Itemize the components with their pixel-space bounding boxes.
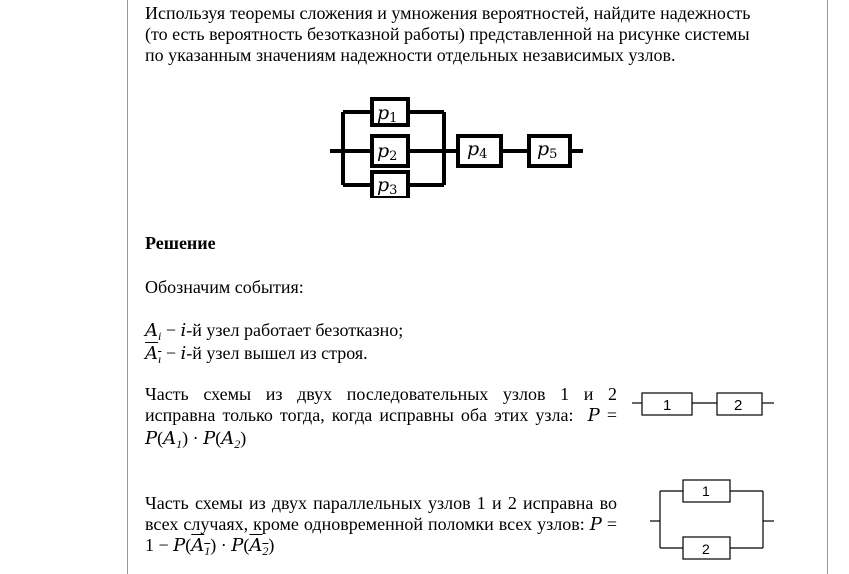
- series-node-2-label: 2: [734, 397, 743, 414]
- parallel-node-1-label: 1: [702, 483, 710, 499]
- solution-heading: Решение: [145, 233, 216, 253]
- parallel-paragraph: [145, 493, 617, 562]
- problem-line: (то есть вероятность безотказной работы) представленной на рисунке системы: [145, 24, 750, 44]
- series-node-1-label: 1: [663, 397, 672, 414]
- problem-text: [145, 3, 750, 66]
- series-paragraph: [145, 384, 617, 455]
- parallel-line-1: Часть схемы из двух параллельных узлов 1 и 2 исправна во: [145, 493, 617, 513]
- series-diagram: [632, 390, 777, 420]
- page-left-edge: [127, 0, 128, 574]
- event-a-line: $A_i - i-й$ узел работает безотказно;: [145, 320, 404, 343]
- node-p1-label: p1: [377, 102, 398, 126]
- node-p3-label: p3: [377, 174, 398, 198]
- page-right-edge: [827, 0, 828, 574]
- parallel-line-2: всех случаях, кроме одновременной поломки всех узлов: P =: [145, 514, 617, 535]
- parallel-node-2-label: 2: [702, 541, 710, 557]
- series-formula: $P(A_1) \cdot P(A_2)$: [145, 428, 247, 451]
- parallel-diagram: [650, 478, 778, 562]
- problem-line: по указанным значениям надежности отдельных независимых узлов.: [145, 45, 676, 65]
- parallel-formula: $1 - P(\overline{A}_1) \cdot P(\overline{A}_2)$: [145, 535, 275, 558]
- system-diagram: [327, 96, 587, 198]
- events-intro: Обозначим события:: [145, 277, 304, 297]
- node-p4-label: p4: [467, 138, 488, 162]
- series-line-1: Часть схемы из двух последовательных узлов 1 и 2: [145, 384, 617, 404]
- node-p2-label: p2: [377, 140, 398, 164]
- event-abar-line: $\overline{A}_{\overline{ı}} - i-й$ узел вышел из строя.: [145, 343, 368, 366]
- problem-line: Используя теоремы сложения и умножения вероятностей, найдите надежность: [145, 3, 751, 23]
- series-line-2: исправна только тогда, когда исправны оба этих узла: P =: [145, 405, 617, 426]
- node-p5-label: p5: [537, 138, 558, 162]
